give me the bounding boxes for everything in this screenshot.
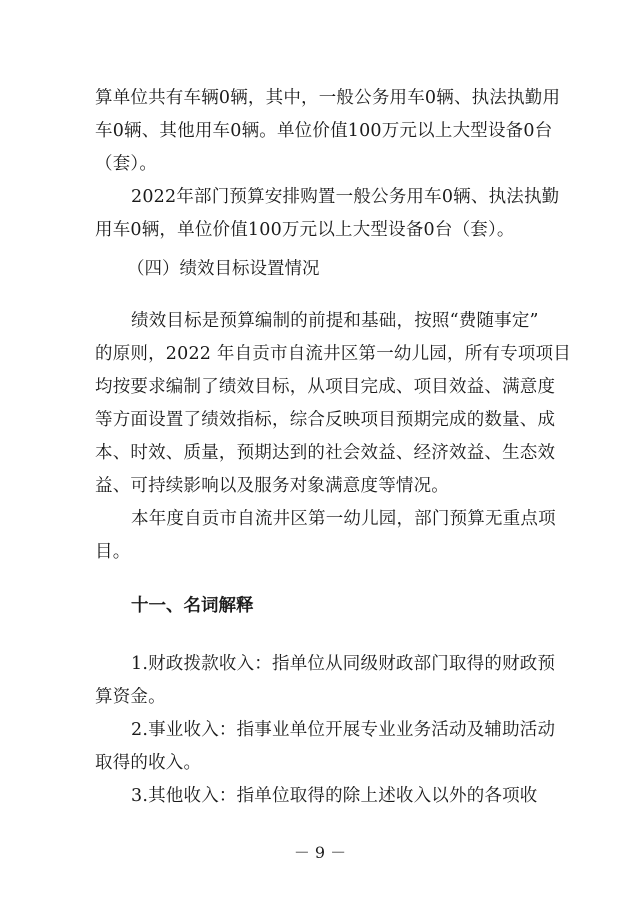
text-line: 取得的收入。 [95,753,202,773]
term-business-income [95,714,555,780]
text-line: 益、可持续影响以及服务对象满意度等情况。 [95,476,449,496]
paragraph-key-project [95,503,555,569]
text-line: 3.其他收入：指单位取得的除上述收入以外的各项收 [131,786,538,806]
text-line: 算单位共有车辆0辆，其中，一般公务用车0辆、执法执勤用 [95,88,561,108]
text-line: 本年度自贡市自流井区第一幼儿园，部门预算无重点项 [131,509,556,529]
paragraph-vehicles [95,82,561,181]
text-line: 算资金。 [95,687,166,707]
text-line: 的原则，2022 年自贡市自流井区第一幼儿园，所有专项项目 [95,344,571,364]
text-line: 2.事业收入：指事业单位开展专业业务活动及辅助活动 [131,720,556,740]
section-heading-performance: （四）绩效目标设置情况 [127,259,320,279]
text-line: 绩效目标是预算编制的前提和基础，按照“费随事定” [131,311,539,331]
paragraph-purchase [95,181,560,247]
text-line: 用车0辆，单位价值100万元以上大型设备0台（套）。 [95,220,515,240]
paragraph-performance [95,305,571,503]
text-line: 本、时效、质量，预期达到的社会效益、经济效益、生态效 [95,443,556,463]
text-line: （套）。 [95,154,158,174]
term-other-income [95,780,555,813]
text-line: 2022年部门预算安排购置一般公务用车0辆、执法执勤 [131,187,560,207]
text-line: 车0辆、其他用车0辆。单位价值100万元以上大型设备0台 [95,121,553,141]
text-line: 1.财政拨款收入：指单位从同级财政部门取得的财政预 [131,654,556,674]
page-number: － 9 － [293,843,347,862]
text-line: 均按要求编制了绩效目标，从项目完成、项目效益、满意度 [95,377,556,397]
term-fiscal-appropriation [95,648,555,714]
text-line: 等方面设置了绩效指标，综合反映项目预期完成的数量、成 [95,410,556,430]
text-line: 目。 [95,542,131,562]
section-heading-terms: 十一、名词解释 [131,596,254,616]
